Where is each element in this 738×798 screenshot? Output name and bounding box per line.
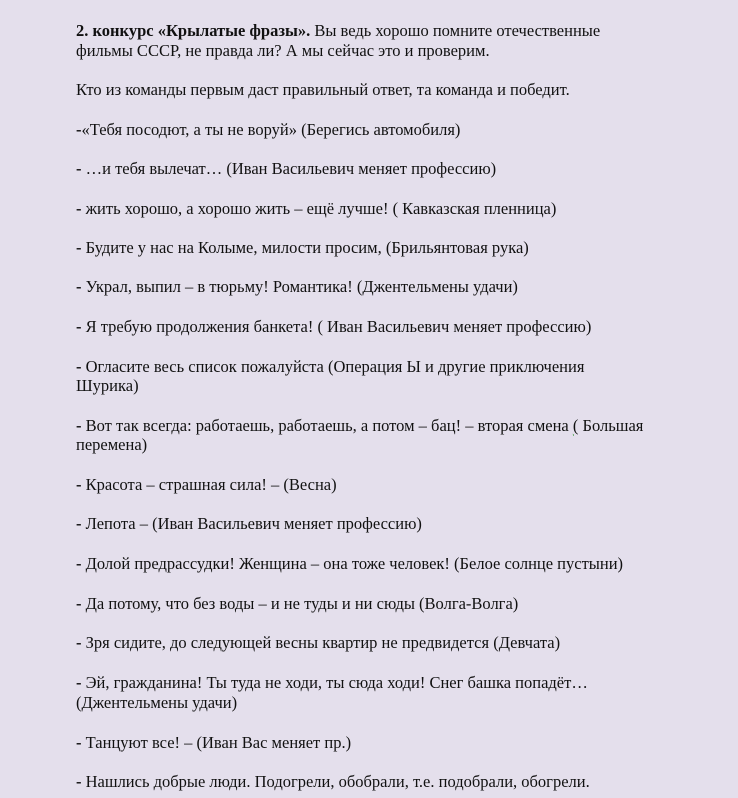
list-item-continuation: перемена) bbox=[76, 435, 148, 454]
item-text: Я требую продолжения банкета! ( Иван Васильевич меняет профессию) bbox=[81, 317, 592, 336]
list-item bbox=[76, 633, 560, 652]
list-item bbox=[76, 772, 590, 791]
item-dash: - bbox=[76, 514, 82, 533]
item-dash: - bbox=[76, 594, 82, 613]
item-text-tail: Большая bbox=[578, 416, 644, 435]
list-item-continuation: (Джентельмены удачи) bbox=[76, 693, 238, 712]
list-item bbox=[76, 159, 496, 178]
list-item bbox=[76, 416, 643, 435]
intro-text: Кто из команды первым даст правильный ответ, та команда и победит. bbox=[76, 80, 570, 99]
list-item bbox=[76, 554, 623, 573]
list-item-continuation: Шурика) bbox=[76, 376, 139, 395]
item-text: Красота – страшная сила! – (Весна) bbox=[81, 475, 337, 494]
item-text: Зря сидите, до следующей весны квартир не предвидется (Девчата) bbox=[81, 633, 561, 652]
item-dash: - bbox=[76, 199, 82, 218]
item-text: Танцуют все! – (Иван Вас меняет пр.) bbox=[81, 733, 352, 752]
item-dash: - bbox=[76, 357, 82, 376]
item-dash: - bbox=[76, 277, 82, 296]
list-item bbox=[76, 277, 518, 296]
title-rest: Вы ведь хорошо помните отечественные bbox=[310, 21, 601, 40]
list-item bbox=[76, 673, 588, 692]
item-text: …и тебя вылечат… (Иван Васильевич меняет профессию) bbox=[81, 159, 497, 178]
item-dash: - bbox=[76, 554, 82, 573]
item-text: «Тебя посодют, а ты не воруй» (Берегись автомобиля) bbox=[81, 120, 461, 139]
item-dash: - bbox=[76, 633, 82, 652]
item-dash: - bbox=[76, 120, 82, 139]
item-dash: - bbox=[76, 772, 82, 791]
item-text: Эй, гражданина! Ты туда не ходи, ты сюда ходи! Снег башка попадёт… bbox=[81, 673, 588, 692]
spellcheck-mark: ( bbox=[572, 416, 579, 435]
item-dash: - bbox=[76, 673, 82, 692]
list-item bbox=[76, 733, 351, 752]
item-dash: - bbox=[76, 416, 82, 435]
list-item bbox=[76, 238, 529, 257]
title-line-2: фильмы СССР, не правда ли? А мы сейчас это и проверим. bbox=[76, 41, 490, 60]
list-item bbox=[76, 120, 460, 139]
contest-title: 2. конкурс «Крылатые фразы». bbox=[76, 21, 311, 40]
item-text: Лепота – (Иван Васильевич меняет профессию) bbox=[81, 514, 422, 533]
item-dash: - bbox=[76, 317, 82, 336]
item-text: Украл, выпил – в тюрьму! Романтика! (Джентельмены удачи) bbox=[81, 277, 518, 296]
item-text: Вот так всегда: работаешь, работаешь, а потом – бац! – вторая смена bbox=[81, 416, 573, 435]
title-line bbox=[76, 21, 600, 40]
item-text: Огласите весь список пожалуйста (Операция Ы и другие приключения bbox=[81, 357, 585, 376]
item-text: Нашлись добрые люди. Подогрели, обобрали, т.е. подобрали, обогрели. bbox=[81, 772, 590, 791]
list-item bbox=[76, 357, 584, 376]
list-item bbox=[76, 317, 591, 336]
list-item bbox=[76, 514, 422, 533]
item-dash: - bbox=[76, 159, 82, 178]
item-text: Да потому, что без воды – и не туды и ни сюды (Волга-Волга) bbox=[81, 594, 519, 613]
list-item bbox=[76, 594, 518, 613]
list-item bbox=[76, 199, 556, 218]
item-dash: - bbox=[76, 238, 82, 257]
item-text: жить хорошо, а хорошо жить – ещё лучше! ( Кавказская пленница) bbox=[81, 199, 557, 218]
item-dash: - bbox=[76, 733, 82, 752]
item-text: Будите у нас на Колыме, милости просим, (Брильянтовая рука) bbox=[81, 238, 529, 257]
item-dash: - bbox=[76, 475, 82, 494]
list-item bbox=[76, 475, 337, 494]
item-text: Долой предрассудки! Женщина – она тоже человек! (Белое солнце пустыни) bbox=[81, 554, 624, 573]
